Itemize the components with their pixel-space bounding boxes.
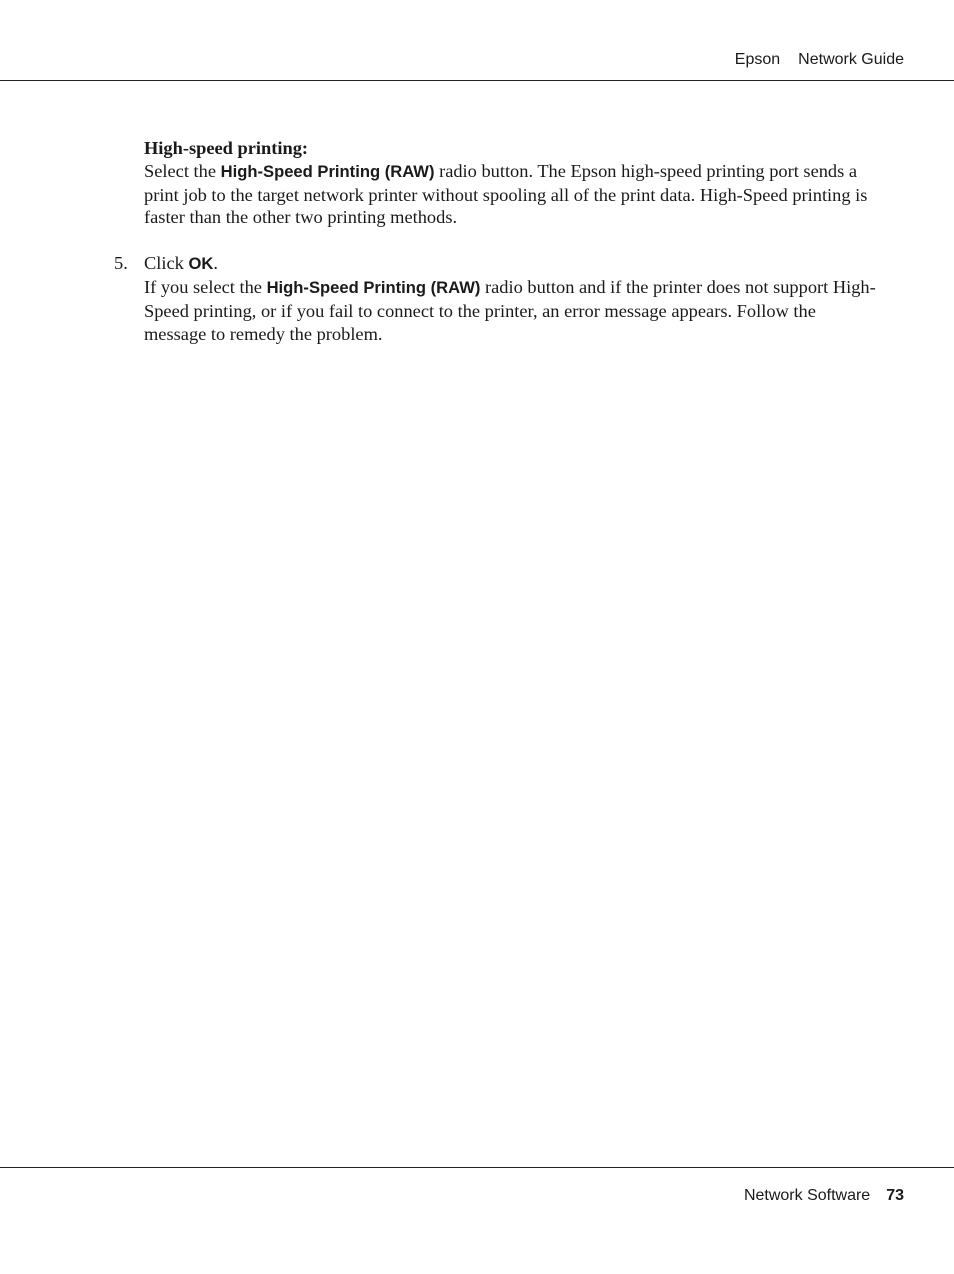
running-header: [735, 51, 904, 69]
description-pre: Select the: [144, 160, 221, 181]
page-body: [114, 137, 878, 345]
step-note: [144, 276, 878, 345]
note-ui-label: High-Speed Printing (RAW): [266, 277, 481, 297]
definition-term: High-speed printing:: [144, 138, 309, 158]
note-pre: If you select the: [144, 276, 267, 297]
step-number: 5.: [114, 253, 128, 274]
header-rule: [0, 80, 954, 81]
step-ok-label: OK: [188, 254, 214, 274]
step-text-post: .: [213, 253, 218, 274]
definition-description: [144, 160, 878, 229]
description-post: radio button. The Epson high-speed printing port sends a print job to the target network printer without spooling all of the print data. High-Speed printing is faster than the other two printing methods.: [144, 160, 868, 228]
page-number: 73: [886, 1187, 904, 1204]
footer-section: Network Software: [743, 1187, 871, 1204]
step-text: [144, 252, 878, 276]
step-item: [114, 252, 878, 345]
description-ui-label: High-Speed Printing (RAW): [220, 161, 435, 181]
note-post: radio button and if the printer does not support High-Speed printing, or if you fail to connect to the printer, an error message appears. Follow the message to remedy the problem.: [144, 276, 876, 344]
header-brand: Epson: [734, 51, 781, 68]
footer-rule: [0, 1167, 954, 1168]
header-doc-title: Network Guide: [798, 51, 904, 68]
step-text-pre: Click: [144, 253, 189, 274]
running-footer: [744, 1187, 904, 1205]
